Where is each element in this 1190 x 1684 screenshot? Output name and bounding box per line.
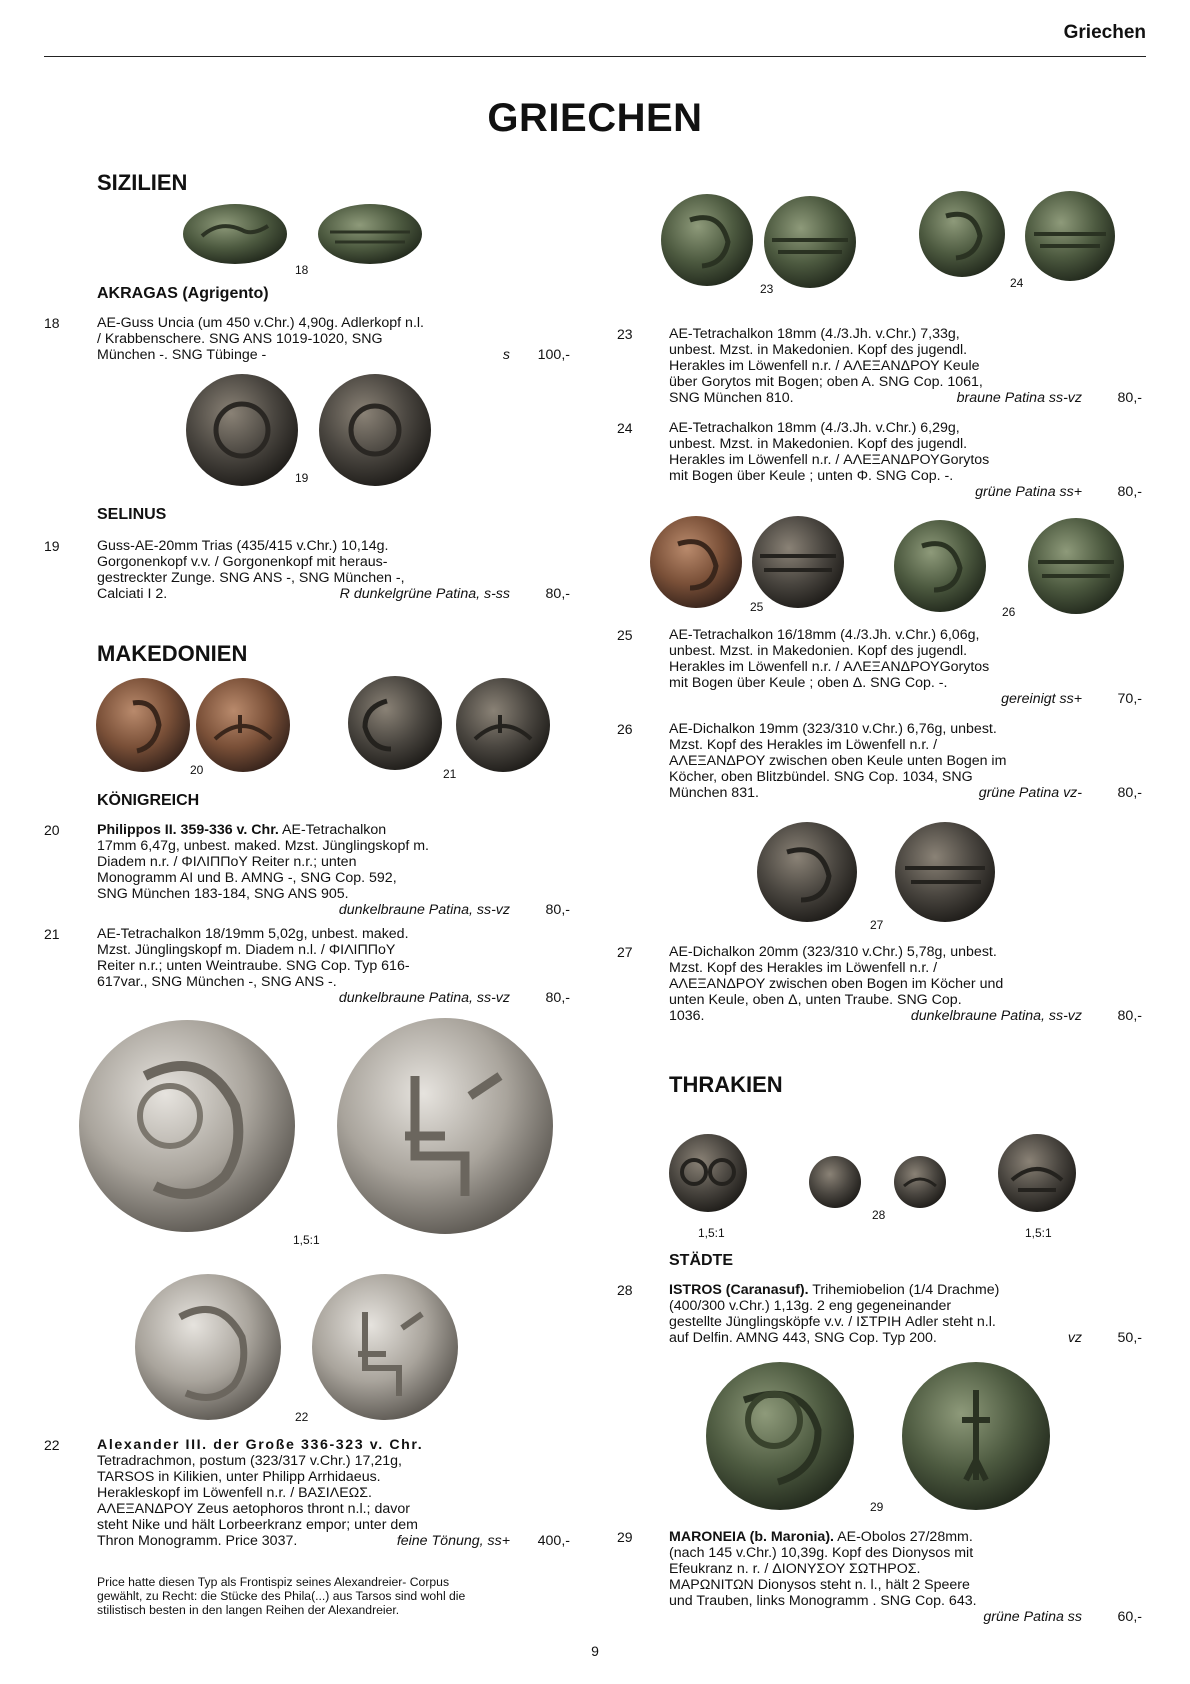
lot-condition-18: s (502, 347, 510, 363)
lot-description-21: AE-Tetrachalkon 18/19mm 5,02g, unbest. maked. Mzst. Jünglingskopf m. Diadem n.l. / ΦΙΛΙΠΠοΥ Reiter n.r.; unten Weintraube. SNG Cop. Typ 616- 617var., SNG München -, SNG ANS -. dunkelbraune Patina, ss-vz (97, 926, 510, 1006)
coin-22-obverse-enlarged (79, 1020, 295, 1232)
image-label-24: 24 (1010, 276, 1024, 290)
lot-number-18: 18 (44, 315, 60, 331)
coin-28-reverse (894, 1156, 946, 1208)
lot-description-28: ISTROS (Caranasuf). Trihemiobelion (1/4 Drachme) (400/300 v.Chr.) 1,13g. 2 eng gegeneinander gestellte Jünglingsköpfe v.v. / ΙΣΤΡΙΗ Adler steht n.l. auf Delfin. AMNG 443, SNG Cop. Typ 200. vz (669, 1282, 1082, 1346)
coin-25-obverse (650, 516, 742, 608)
lot-price-18: 100,- (537, 347, 570, 363)
coin-image-28 (668, 1130, 1080, 1216)
subheading-akragas: AKRAGAS (Agrigento) (97, 285, 269, 302)
coin-image-22-enlarged (75, 1016, 565, 1236)
lot-number-24: 24 (617, 420, 633, 436)
coin-image-18 (180, 202, 430, 266)
lot-price-22: 400,- (537, 1533, 570, 1549)
lot-number-28: 28 (617, 1282, 633, 1298)
lot-description-22: Alexander III. der Große 336-323 v. Chr. Tetradrachmon, postum (323/317 v.Chr.) 17,21g, TARSOS in Kilikien, unter Philipp Arrhidaeus. Herakleskopf im Löwenfell n.r. / ΒΑΣΙΛΕΩΣ. ΑΛΕΞΑΝΔΡΟΥ Zeus aetophoros thront n.l.; davor steht Nike und hält Lorbeerkranz empor; unter dem Thron Monogramm. Price 3037. feine Tönung, ss+ (97, 1437, 510, 1549)
lot-condition-26: grüne Patina vz- (978, 785, 1082, 801)
lot-price-27: 80,- (1117, 1008, 1142, 1024)
lot-condition-24: grüne Patina ss+ (975, 484, 1082, 500)
region-heading-makedonien: MAKEDONIEN (97, 641, 248, 666)
coin-image-25-26 (648, 516, 1128, 616)
lot-22-note: Price hatte diesen Typ als Frontispiz seines Alexandreier- Corpus gewählt, zu Recht: die Stücke des Phila(...) aus Tarsos sind wohl die stilistisch besten in den langen Reihen der Alexandreier. (97, 1575, 466, 1617)
lot-description-19: Guss-AE-20mm Trias (435/415 v.Chr.) 10,14g. Gorgonenkopf v.v. / Gorgonenkopf mit heraus- gestreckter Zunge. SNG ANS -, SNG München -, Calciati I 2. R dunkelgrüne Patina, s-ss (97, 538, 510, 602)
image-label-scale-28-left: 1,5:1 (698, 1226, 725, 1240)
lot-number-20: 20 (44, 822, 60, 838)
lot-price-25: 70,- (1117, 691, 1142, 707)
coin-28-reverse-enlarged (998, 1134, 1076, 1212)
lot-price-29: 60,- (1117, 1609, 1142, 1625)
image-label-18: 18 (295, 263, 309, 277)
lot-description-25: AE-Tetrachalkon 16/18mm (4./3.Jh. v.Chr.) 6,06g, unbest. Mzst. in Makedonien. Kopf des jugendl. Herakles im Löwenfell n.r. / ΑΛΕΞΑΝΔΡΟΥGorytos mit Bogen über Keule ; oben Δ. SNG Cop. -. gereinigt ss+ (669, 627, 1082, 707)
lot-price-24: 80,- (1117, 484, 1142, 500)
image-label-scale-22: 1,5:1 (293, 1233, 320, 1247)
lot-number-19: 19 (44, 538, 60, 554)
coin-24-obverse (919, 191, 1005, 277)
coin-18-reverse (318, 204, 422, 264)
lot-condition-19: R dunkelgrüne Patina, s-ss (339, 586, 510, 602)
coin-19-obverse (186, 374, 298, 486)
lot-price-23: 80,- (1117, 390, 1142, 406)
image-label-28: 28 (872, 1208, 886, 1222)
image-label-25: 25 (750, 600, 764, 614)
subheading-staedte: STÄDTE (669, 1252, 733, 1269)
lot-price-28: 50,- (1117, 1330, 1142, 1346)
coin-25-reverse (752, 516, 844, 608)
coin-20-obverse (96, 678, 190, 772)
coin-23-obverse (661, 194, 753, 286)
lot-description-26: AE-Dichalkon 19mm (323/310 v.Chr.) 6,76g, unbest. Mzst. Kopf des Herakles im Löwenfell n.r. / ΑΛΕΞΑΝΔΡΟΥ zwischen oben Keule unten Bogen im Köcher, oben Blitzbündel. SNG Cop. 1034, SNG München 831. grüne Patina vz- (669, 721, 1082, 801)
lot-description-18: AE-Guss Uncia (um 450 v.Chr.) 4,90g. Adlerkopf n.l. / Krabbenschere. SNG ANS 1019-1020, SNG München -. SNG Tübinge - s (97, 315, 510, 363)
image-label-26: 26 (1002, 605, 1016, 619)
lot-number-23: 23 (617, 326, 633, 342)
image-label-20: 20 (190, 763, 204, 777)
coin-18-obverse (183, 204, 287, 264)
coin-19-reverse (319, 374, 431, 486)
coin-29-obverse (706, 1362, 854, 1510)
lot-condition-28: vz (1067, 1330, 1082, 1346)
image-label-scale-28-right: 1,5:1 (1025, 1226, 1052, 1240)
image-label-23: 23 (760, 282, 774, 296)
header-rule (44, 56, 1146, 57)
lot-description-24: AE-Tetrachalkon 18mm (4./3.Jh. v.Chr.) 6,29g, unbest. Mzst. in Makedonien. Kopf des jugendl. Herakles im Löwenfell n.r. / ΑΛΕΞΑΝΔΡΟΥGorytos mit Bogen über Keule ; unten Φ. SNG Cop. -. grüne Patina ss+ (669, 420, 1082, 500)
page-number: 9 (591, 1643, 599, 1659)
page-title: GRIECHEN (487, 96, 703, 140)
lot-price-19: 80,- (545, 586, 570, 602)
coin-26-reverse (1028, 518, 1124, 614)
lot-price-20: 80,- (545, 902, 570, 918)
image-label-22: 22 (295, 1410, 309, 1424)
lot-condition-25: gereinigt ss+ (1001, 691, 1082, 707)
lot-description-23: AE-Tetrachalkon 18mm (4./3.Jh. v.Chr.) 7,33g, unbest. Mzst. in Makedonien. Kopf des jugendl. Herakles im Löwenfell n.r. / ΑΛΕΞΑΝΔΡΟΥ Keule über Gorytos mit Bogen; oben A. SNG Cop. 1061, SNG München 810. braune Patina ss-vz (669, 326, 1082, 406)
lot-condition-22: feine Tönung, ss+ (396, 1533, 510, 1549)
coin-21-obverse (348, 676, 442, 770)
lot-number-29: 29 (617, 1529, 633, 1545)
lot-number-26: 26 (617, 721, 633, 737)
lot-price-26: 80,- (1117, 785, 1142, 801)
lot-condition-29: grüne Patina ss (983, 1609, 1082, 1625)
image-label-27: 27 (870, 918, 884, 932)
region-heading-sizilien: SIZILIEN (97, 170, 188, 195)
running-header: Griechen (1063, 22, 1146, 43)
image-label-29: 29 (870, 1500, 884, 1514)
coin-27-reverse (895, 822, 995, 922)
lot-number-25: 25 (617, 627, 633, 643)
lot-city-29: MARONEIA (b. Maronia). (669, 1529, 834, 1545)
lot-number-22: 22 (44, 1437, 60, 1453)
coin-22-reverse (312, 1274, 458, 1420)
lot-description-29: MARONEIA (b. Maronia). AE-Obolos 27/28mm. (nach 145 v.Chr.) 10,39g. Kopf des Dionysos mit Efeukranz n. r. / ΔΙΟΝΥΣΟΥ ΣΩΤΗΡΟΣ. ΜΑΡΩΝΙΤΩΝ Dionysos steht n. l., hält 2 Speere und Trauben, links Monogramm . SNG Cop. 643. grüne Patina ss (669, 1529, 1082, 1625)
image-label-19: 19 (295, 471, 309, 485)
coin-image-27 (755, 822, 1005, 924)
lot-city-28: ISTROS (Caranasuf). (669, 1282, 809, 1298)
coin-27-obverse (757, 822, 857, 922)
coin-image-20-21 (95, 675, 555, 780)
lot-description-20: Philippos II. 359-336 v. Chr. AE-Tetrachalkon 17mm 6,47g, unbest. maked. Mzst. Jünglingskopf m. Diadem n.r. / ΦΙΛΙΠΠοΥ Reiter n.r.; unten Monogramm AI und B. AMNG -, SNG Cop. 592, SNG München 183-184, SNG ANS 905. dunkelbraune Patina, ss-vz (97, 822, 510, 918)
coin-28-obverse (809, 1156, 861, 1208)
lot-number-21: 21 (44, 926, 60, 942)
lot-price-21: 80,- (545, 990, 570, 1006)
coin-26-obverse (894, 520, 986, 612)
coin-image-22 (130, 1272, 470, 1422)
lot-number-27: 27 (617, 944, 633, 960)
image-label-21: 21 (443, 767, 457, 781)
lot-ruler-22: Alexander III. der Große 336-323 v. Chr. (97, 1437, 424, 1453)
subheading-selinus: SELINUS (97, 506, 167, 523)
subheading-koenigreich: KÖNIGREICH (97, 792, 200, 809)
lot-ruler-20: Philippos II. 359-336 v. Chr. (97, 822, 279, 838)
lot-condition-20: dunkelbraune Patina, ss-vz (338, 902, 510, 918)
lot-description-27: AE-Dichalkon 20mm (323/310 v.Chr.) 5,78g, unbest. Mzst. Kopf des Herakles im Löwenfell n.r. / ΑΛΕΞΑΝΔΡΟΥ zwischen oben Bogen im Köcher und unten Keule, oben Δ, unten Traube. SNG Cop. 1036. dunkelbraune Patina, ss-vz (669, 944, 1082, 1024)
coin-image-29 (704, 1360, 1060, 1512)
region-heading-thrakien: THRAKIEN (669, 1072, 783, 1097)
coin-22-reverse-enlarged (337, 1018, 553, 1234)
coin-image-23-24 (660, 190, 1125, 290)
lot-condition-27: dunkelbraune Patina, ss-vz (910, 1008, 1082, 1024)
lot-condition-21: dunkelbraune Patina, ss-vz (338, 990, 510, 1006)
lot-condition-23: braune Patina ss-vz (956, 390, 1082, 406)
